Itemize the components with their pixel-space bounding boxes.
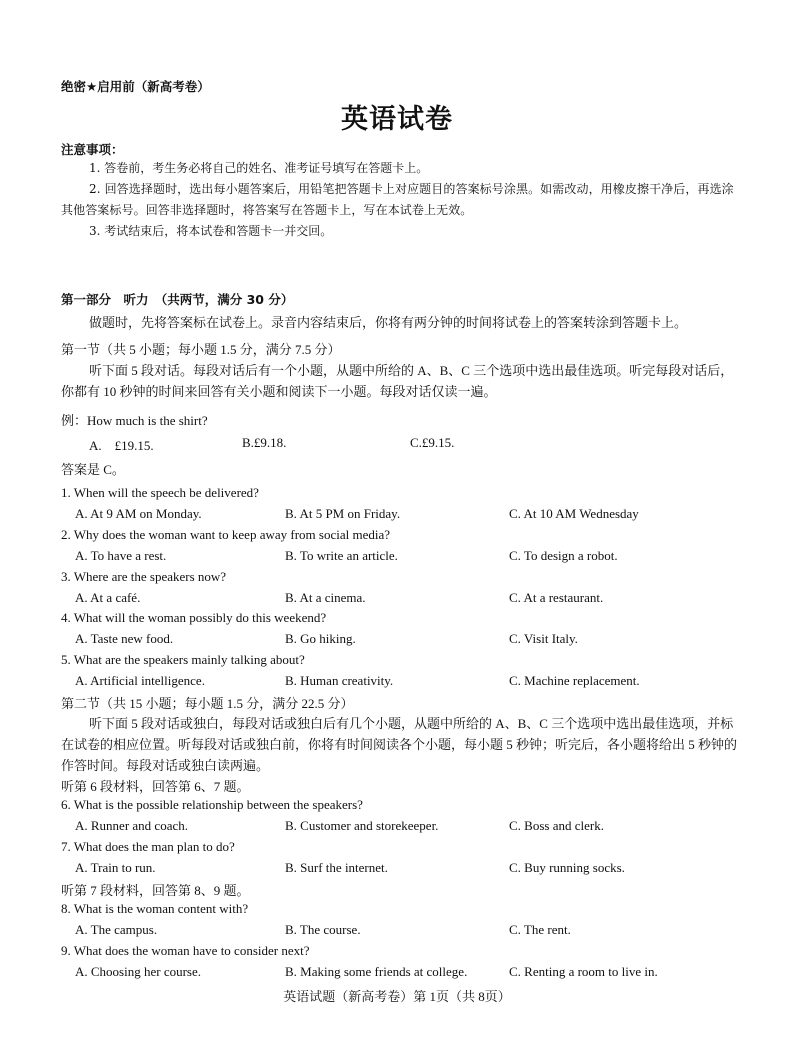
- question-2: 2. Why does the woman want to keep away from social media?: [61, 527, 390, 542]
- question-4-option-c: C. Visit Italy.: [509, 631, 578, 646]
- question-6-option-a: A. Runner and coach.: [75, 818, 188, 833]
- question-6-option-c: C. Boss and clerk.: [509, 818, 604, 833]
- question-8-option-c: C. The rent.: [509, 922, 571, 937]
- question-2-option-b: B. To write an article.: [285, 548, 398, 563]
- question-6: 6. What is the possible relationship between the speakers?: [61, 797, 363, 812]
- question-1-option-a: A. At 9 AM on Monday.: [75, 506, 202, 521]
- question-4-option-b: B. Go hiking.: [285, 631, 356, 646]
- question-7-option-a: A. Train to run.: [75, 860, 156, 875]
- question-5-option-a: A. Artificial intelligence.: [75, 673, 205, 688]
- question-8-option-a: A. The campus.: [75, 922, 158, 937]
- example-option-a: A. £19.15.: [89, 438, 154, 453]
- material-7-instruction: 听第 7 段材料，回答第 8、9 题。: [61, 883, 250, 898]
- question-3: 3. Where are the speakers now?: [61, 569, 227, 584]
- confidential-label: 绝密★启用前（新高考卷）: [61, 79, 210, 94]
- question-8-option-b: B. The course.: [285, 922, 361, 937]
- question-2-option-c: C. To design a robot.: [509, 548, 618, 563]
- notice-item-1: 1. 答卷前，考生务必将自己的姓名、准考证号填写在答题卡上。: [89, 161, 429, 175]
- example-option-c: C.£9.15.: [410, 435, 455, 450]
- example-answer: 答案是 C。: [61, 462, 125, 477]
- question-6-option-b: B. Customer and storekeeper.: [285, 818, 439, 833]
- question-3-option-b: B. At a cinema.: [285, 590, 366, 605]
- section2-heading: 第二节（共 15 小题；每小题 1.5 分，满分 22.5 分）: [61, 696, 354, 711]
- question-7-option-b: B. Surf the internet.: [285, 860, 388, 875]
- notice-item-3: 3. 考试结束后，将本试卷和答题卡一并交回。: [89, 224, 333, 238]
- question-9-option-a: A. Choosing her course.: [75, 964, 202, 979]
- part1-intro: 做题时，先将答案标在试卷上。录音内容结束后，你将有两分钟的时间将试卷上的答案转涂到答题卡上。: [89, 315, 688, 330]
- part1-heading: 第一部分 听力 （共两节，满分 30 分）: [61, 292, 294, 307]
- notice-heading: 注意事项：: [61, 142, 124, 157]
- notice-item-2: 2. 回答选择题时，选出每小题答案后，用铅笔把答题卡上对应题目的答案标号涂黑。如需改动，用橡皮擦干净后，再选涂其他答案标号。回答非选择题时，将答案写在答题卡上，写在本试卷上无效。: [61, 182, 734, 217]
- question-9: 9. What does the woman have to consider next?: [61, 943, 310, 958]
- question-8: 8. What is the woman content with?: [61, 901, 249, 916]
- question-1-option-b: B. At 5 PM on Friday.: [285, 506, 401, 521]
- page-footer: 英语试题（新高考卷）第 1页（共 8页）: [283, 989, 511, 1004]
- question-4-option-a: A. Taste new food.: [75, 631, 174, 646]
- question-7: 7. What does the man plan to do?: [61, 839, 235, 854]
- question-4: 4. What will the woman possibly do this weekend?: [61, 610, 327, 625]
- example-option-b: B.£9.18.: [242, 435, 287, 450]
- question-1-option-c: C. At 10 AM Wednesday: [509, 506, 639, 521]
- section1-intro: 听下面 5 段对话。每段对话后有一个小题，从题中所给的 A、B、C 三个选项中选出最佳选项。听完每段对话后，你都有 10 秒钟的时间来回答有关小题和阅读下一小题。每段对话仅读一遍。: [61, 363, 734, 399]
- section1-heading: 第一节（共 5 小题；每小题 1.5 分，满分 7.5 分）: [61, 342, 341, 357]
- question-9-option-c: C. Renting a room to live in.: [509, 964, 658, 979]
- question-9-option-b: B. Making some friends at college.: [285, 964, 468, 979]
- example-question: 例：How much is the shirt?: [61, 413, 208, 428]
- question-3-option-c: C. At a restaurant.: [509, 590, 604, 605]
- question-2-option-a: A. To have a rest.: [75, 548, 167, 563]
- question-1: 1. When will the speech be delivered?: [61, 485, 259, 500]
- section2-intro: 听下面 5 段对话或独白，每段对话或独白后有几个小题，从题中所给的 A、B、C 三个选项中选出最佳选项，并标在试卷的相应位置。听每段对话或独白前，你将有时间阅读各个小题，每小题 5 秒钟；听完后，各小题将给出 5 秒钟的作答时间。每段对话或独白读两遍。: [61, 716, 738, 773]
- page-title: 英语试卷: [341, 104, 453, 135]
- question-5-option-b: B. Human creativity.: [285, 673, 394, 688]
- question-5-option-c: C. Machine replacement.: [509, 673, 640, 688]
- question-7-option-c: C. Buy running socks.: [509, 860, 625, 875]
- question-3-option-a: A. At a café.: [75, 590, 141, 605]
- material-6-instruction: 听第 6 段材料，回答第 6、7 题。: [61, 779, 250, 794]
- question-5: 5. What are the speakers mainly talking about?: [61, 652, 305, 667]
